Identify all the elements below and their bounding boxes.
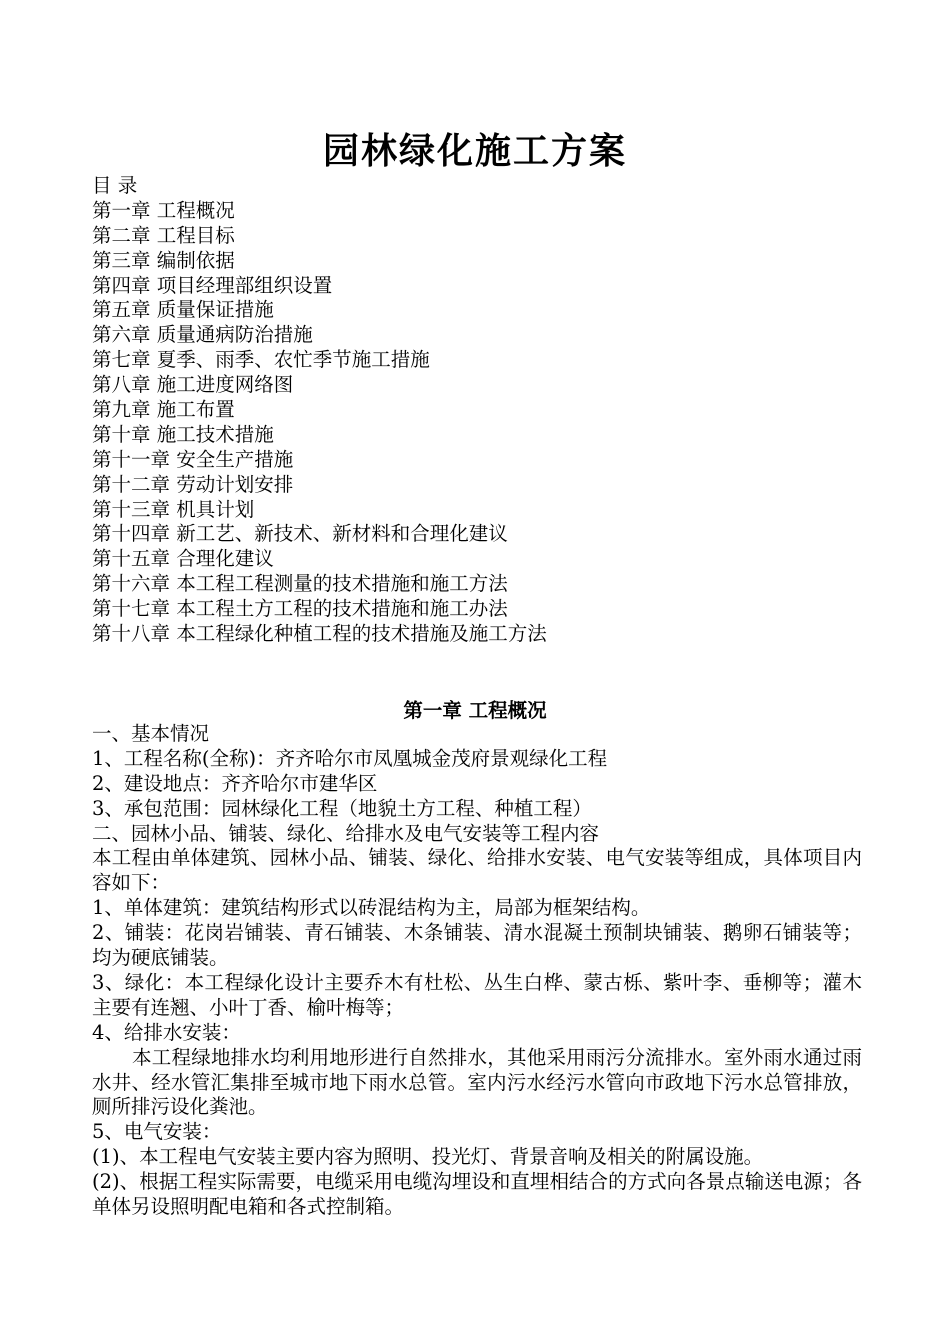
toc-item: 第十八章 本工程绿化种植工程的技术措施及施工方法 [92,622,547,646]
paragraph: 本工程绿地排水均利用地形进行自然排水，其他采用雨污分流排水。室外雨水通过雨水井、经水管汇集排至城市地下雨水总管。室内污水经污水管向市政地下污水总管排放，厕所排污设化粪池。 [92,1045,862,1119]
toc-item: 第三章 编制依据 [92,248,235,272]
toc-item: 第四章 项目经理部组织设置 [92,273,333,297]
document-page [92,0,862,1344]
toc-item: 第九章 施工布置 [92,398,235,422]
paragraph: 5、电气安装： [92,1120,222,1144]
toc-item: 第十四章 新工艺、新技术、新材料和合理化建议 [92,522,508,546]
toc-item: 第十六章 本工程工程测量的技术措施和施工方法 [92,572,508,596]
toc-item: 第五章 质量保证措施 [92,298,274,322]
paragraph: 本工程由单体建筑、园林小品、铺装、绿化、给排水安装、电气安装等组成，具体项目内容如下： [92,846,862,895]
toc-item: 第十五章 合理化建议 [92,547,274,571]
paragraph: 1、单体建筑：建筑结构形式以砖混结构为主，局部为框架结构。 [92,896,651,920]
paragraph: 4、给排水安装： [92,1020,241,1044]
toc-item: 第八章 施工进度网络图 [92,373,294,397]
section-heading: 一、基本情况 [92,722,210,745]
chapter-body [92,722,862,1220]
chapter-heading: 第一章 工程概况 [403,699,547,722]
toc-item: 第十一章 安全生产措施 [92,447,294,471]
toc-item: 第十三章 机具计划 [92,497,255,521]
paragraph: 2、铺装：花岗岩铺装、青石铺装、木条铺装、清水混凝土预制块铺装、鹅卵石铺装等；均为硬底铺装。 [92,921,862,970]
table-of-contents [92,174,862,647]
section-heading: 二、园林小品、铺装、绿化、给排水及电气安装等工程内容 [92,821,600,845]
paragraph: 1、工程名称(全称)：齐齐哈尔市凤凰城金茂府景观绿化工程 [92,746,608,770]
paragraph: 3、绿化：本工程绿化设计主要乔木有杜松、丛生白桦、蒙古栎、紫叶李、垂柳等；灌木主要有连翘、小叶丁香、榆叶梅等； [92,970,862,1019]
paragraph: 3、承包范围：园林绿化工程（地貌土方工程、种植工程） [92,796,592,820]
paragraph: 2、建设地点：齐齐哈尔市建华区 [92,771,378,795]
paragraph: (1)、本工程电气安装主要内容为照明、投光灯、背景音响及相关的附属设施。 [92,1145,764,1169]
toc-heading: 目 录 [92,174,138,197]
document-title: 园林绿化施工方案 [322,131,627,172]
toc-item: 第一章 工程概况 [92,198,235,222]
paragraph: (2)、根据工程实际需要，电缆采用电缆沟埋设和直埋相结合的方式向各景点输送电源；各单体另设照明配电箱和各式控制箱。 [92,1170,862,1219]
toc-item: 第十二章 劳动计划安排 [92,472,294,496]
toc-item: 第七章 夏季、雨季、农忙季节施工措施 [92,348,430,372]
toc-item: 第十七章 本工程土方工程的技术措施和施工办法 [92,597,508,621]
toc-item: 第六章 质量通病防治措施 [92,323,313,347]
toc-item: 第二章 工程目标 [92,223,235,247]
toc-item: 第十章 施工技术措施 [92,422,274,446]
